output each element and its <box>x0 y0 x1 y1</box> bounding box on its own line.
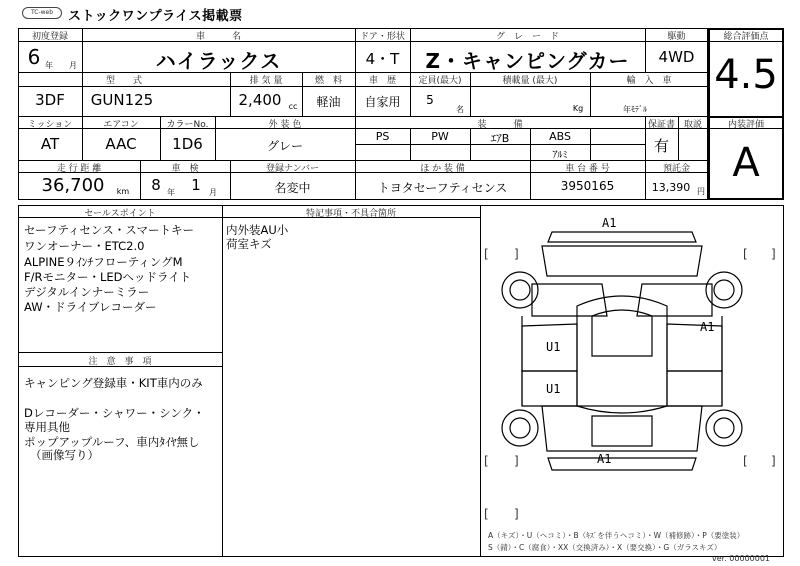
mileage-unit: km <box>116 187 130 196</box>
equip-abs: ABS <box>549 130 571 143</box>
aircon-value: AAC <box>105 135 137 153</box>
plate-label: 登録ナンバー <box>266 164 319 174</box>
price-label: 預託金 <box>662 164 690 174</box>
drive-value: 4WD <box>658 48 695 66</box>
color-no-label: カラーNo. <box>166 120 209 130</box>
sales-point-item: セーフティセンス・スマートキー <box>24 223 194 237</box>
interior-score-label: 内装評価 <box>727 120 764 130</box>
inspection-label: 車 検 <box>171 164 199 174</box>
ext-color-value: グレー <box>266 139 303 153</box>
diagram-bracket: [ <box>484 454 489 468</box>
first-reg-month-unit: 月 <box>69 61 77 70</box>
sales-point-item: ワンオーナー・ETC2.0 <box>24 239 145 253</box>
inspection-month-unit: 月 <box>209 188 217 197</box>
usage-value: 自家用 <box>364 95 401 109</box>
first-reg-label: 初度登録 <box>31 32 68 42</box>
price-unit: 円 <box>697 187 705 196</box>
diagram-bracket: [ <box>743 247 748 261</box>
warranty-value: 有 <box>653 137 669 155</box>
import-label: 輸 入 車 <box>626 76 672 86</box>
sales-point-item: ALPINE９ｲﾝﾁフローティングM <box>24 255 183 269</box>
inspection-year-unit: 年 <box>167 188 175 197</box>
special-remark-item: 内外装AU小 <box>226 223 289 237</box>
door-label: ドア・形状 <box>360 32 405 42</box>
damage-legend-line-1: A（キズ）・U（ヘコミ）・B（ｷｽﾞを伴うヘコミ）・W（補修跡）・P（要塗装） <box>488 531 745 540</box>
capacity-unit: 名 <box>456 105 464 114</box>
diagram-bracket: ] <box>514 454 519 468</box>
load-unit: Kg <box>572 104 584 113</box>
chassis-value: 3950165 <box>560 179 615 193</box>
diagram-bracket: ] <box>514 247 519 261</box>
import-sub-label: 年ﾓﾃﾞﾙ <box>623 105 647 114</box>
equip-ps: PS <box>375 130 390 143</box>
site-logo: TC-web <box>22 7 62 19</box>
version-label: ver. 00000001 <box>712 554 771 563</box>
inspection-year: 8 <box>151 176 161 194</box>
car-name-label: 車 名 <box>195 32 241 42</box>
grade-label: グ レ ー ド <box>495 32 559 42</box>
mileage-label: 走 行 距 離 <box>56 164 102 174</box>
inspection-month: 1 <box>191 176 201 194</box>
color-no-value: 1D6 <box>172 135 203 153</box>
grade-value: Z・キャンピングカー <box>425 49 630 73</box>
displacement-label: 排 気 量 <box>249 76 283 86</box>
sales-points-title: セールスポイント <box>84 209 156 219</box>
capacity-label: 定員(最大) <box>418 76 462 86</box>
sales-point-item: AW・ドライブレコーダー <box>24 300 157 314</box>
mileage-value: 36,700 <box>41 175 105 196</box>
damage-mark-right-side: A1 <box>700 320 715 334</box>
note-item: ポップアップルーフ、車内ﾀｲﾔ無し <box>24 435 200 449</box>
chassis-label: 車 台 番 号 <box>565 164 610 174</box>
fuel-label: 燃 料 <box>314 76 342 86</box>
interior-score-value: A <box>732 140 760 186</box>
other-equip-label: ほ か 装 備 <box>420 164 465 174</box>
capacity-value: 5 <box>426 93 434 107</box>
model-value: GUN125 <box>90 91 154 109</box>
load-label: 積載量 (最大) <box>502 76 558 86</box>
damage-mark-left-door: U1 <box>546 340 561 354</box>
note-item: Dレコーダー・シャワー・シンク・ <box>24 406 205 420</box>
overall-score-label: 総合評価点 <box>723 32 769 42</box>
model-prefix-value: 3DF <box>35 91 65 109</box>
diagram-bracket: [ <box>484 247 489 261</box>
first-reg-year-unit: 年 <box>45 61 53 70</box>
first-reg-value: 6 <box>27 45 41 69</box>
price-value: 13,390 <box>651 181 691 194</box>
damage-legend-line-2: S（錆）・C（腐食）・XX（交換済み）・X（要交換）・G（ガラスキズ） <box>488 543 722 552</box>
aircon-label: エアコン <box>103 120 139 130</box>
fuel-value: 軽油 <box>316 95 341 109</box>
diagram-bracket: ] <box>514 507 519 521</box>
equip-airbag: ｴｱB <box>490 132 510 145</box>
diagram-bracket: [ <box>743 454 748 468</box>
other-equip-value: トヨタセーフティセンス <box>377 181 508 195</box>
usage-label: 車 歴 <box>368 76 396 86</box>
model-label: 型 式 <box>105 76 142 86</box>
mission-value: AT <box>40 135 60 153</box>
damage-mark-rear: A1 <box>597 452 612 466</box>
mission-label: ミッション <box>27 120 73 130</box>
diagram-bracket: [ <box>484 507 489 521</box>
displacement-unit: cc <box>288 102 298 111</box>
equipment-label: 装 備 <box>477 120 523 130</box>
sales-point-item: F/Rモニター・LEDヘッドライト <box>24 270 192 284</box>
special-remark-item: 荷室キズ <box>226 237 272 251</box>
car-name-value: ハイラックス <box>155 49 282 73</box>
ext-color-label: 外 装 色 <box>268 120 302 130</box>
note-item: 専用具他 <box>24 420 70 434</box>
diagram-bracket: ] <box>771 454 776 468</box>
notes-title: 注 意 事 項 <box>88 357 152 367</box>
note-item: （画像写り） <box>30 448 99 462</box>
damage-mark-front: A1 <box>602 216 617 230</box>
door-value: 4・T <box>365 50 400 68</box>
diagram-bracket: ] <box>771 247 776 261</box>
equip-pw: PW <box>431 130 449 143</box>
plate-value: 名変中 <box>274 181 311 195</box>
document-title: ストックワンプライス掲載票 <box>68 9 243 24</box>
displacement-value: 2,400 <box>238 91 282 109</box>
special-remarks-title: 特記事項・不具合箇所 <box>305 209 396 219</box>
damage-mark-left-rear-door: U1 <box>546 382 561 396</box>
manual-label: 取説 <box>683 120 702 130</box>
sales-point-item: デジタルインナーミラー <box>24 285 150 299</box>
car-condition-diagram <box>482 206 782 526</box>
overall-score-value: 4.5 <box>714 52 778 98</box>
drive-label: 駆動 <box>667 32 686 42</box>
equip-alloy: ｱﾙﾐ <box>552 150 568 161</box>
warranty-label: 保証書 <box>647 120 675 130</box>
note-item: キャンピング登録車・KIT車内のみ <box>24 376 203 390</box>
